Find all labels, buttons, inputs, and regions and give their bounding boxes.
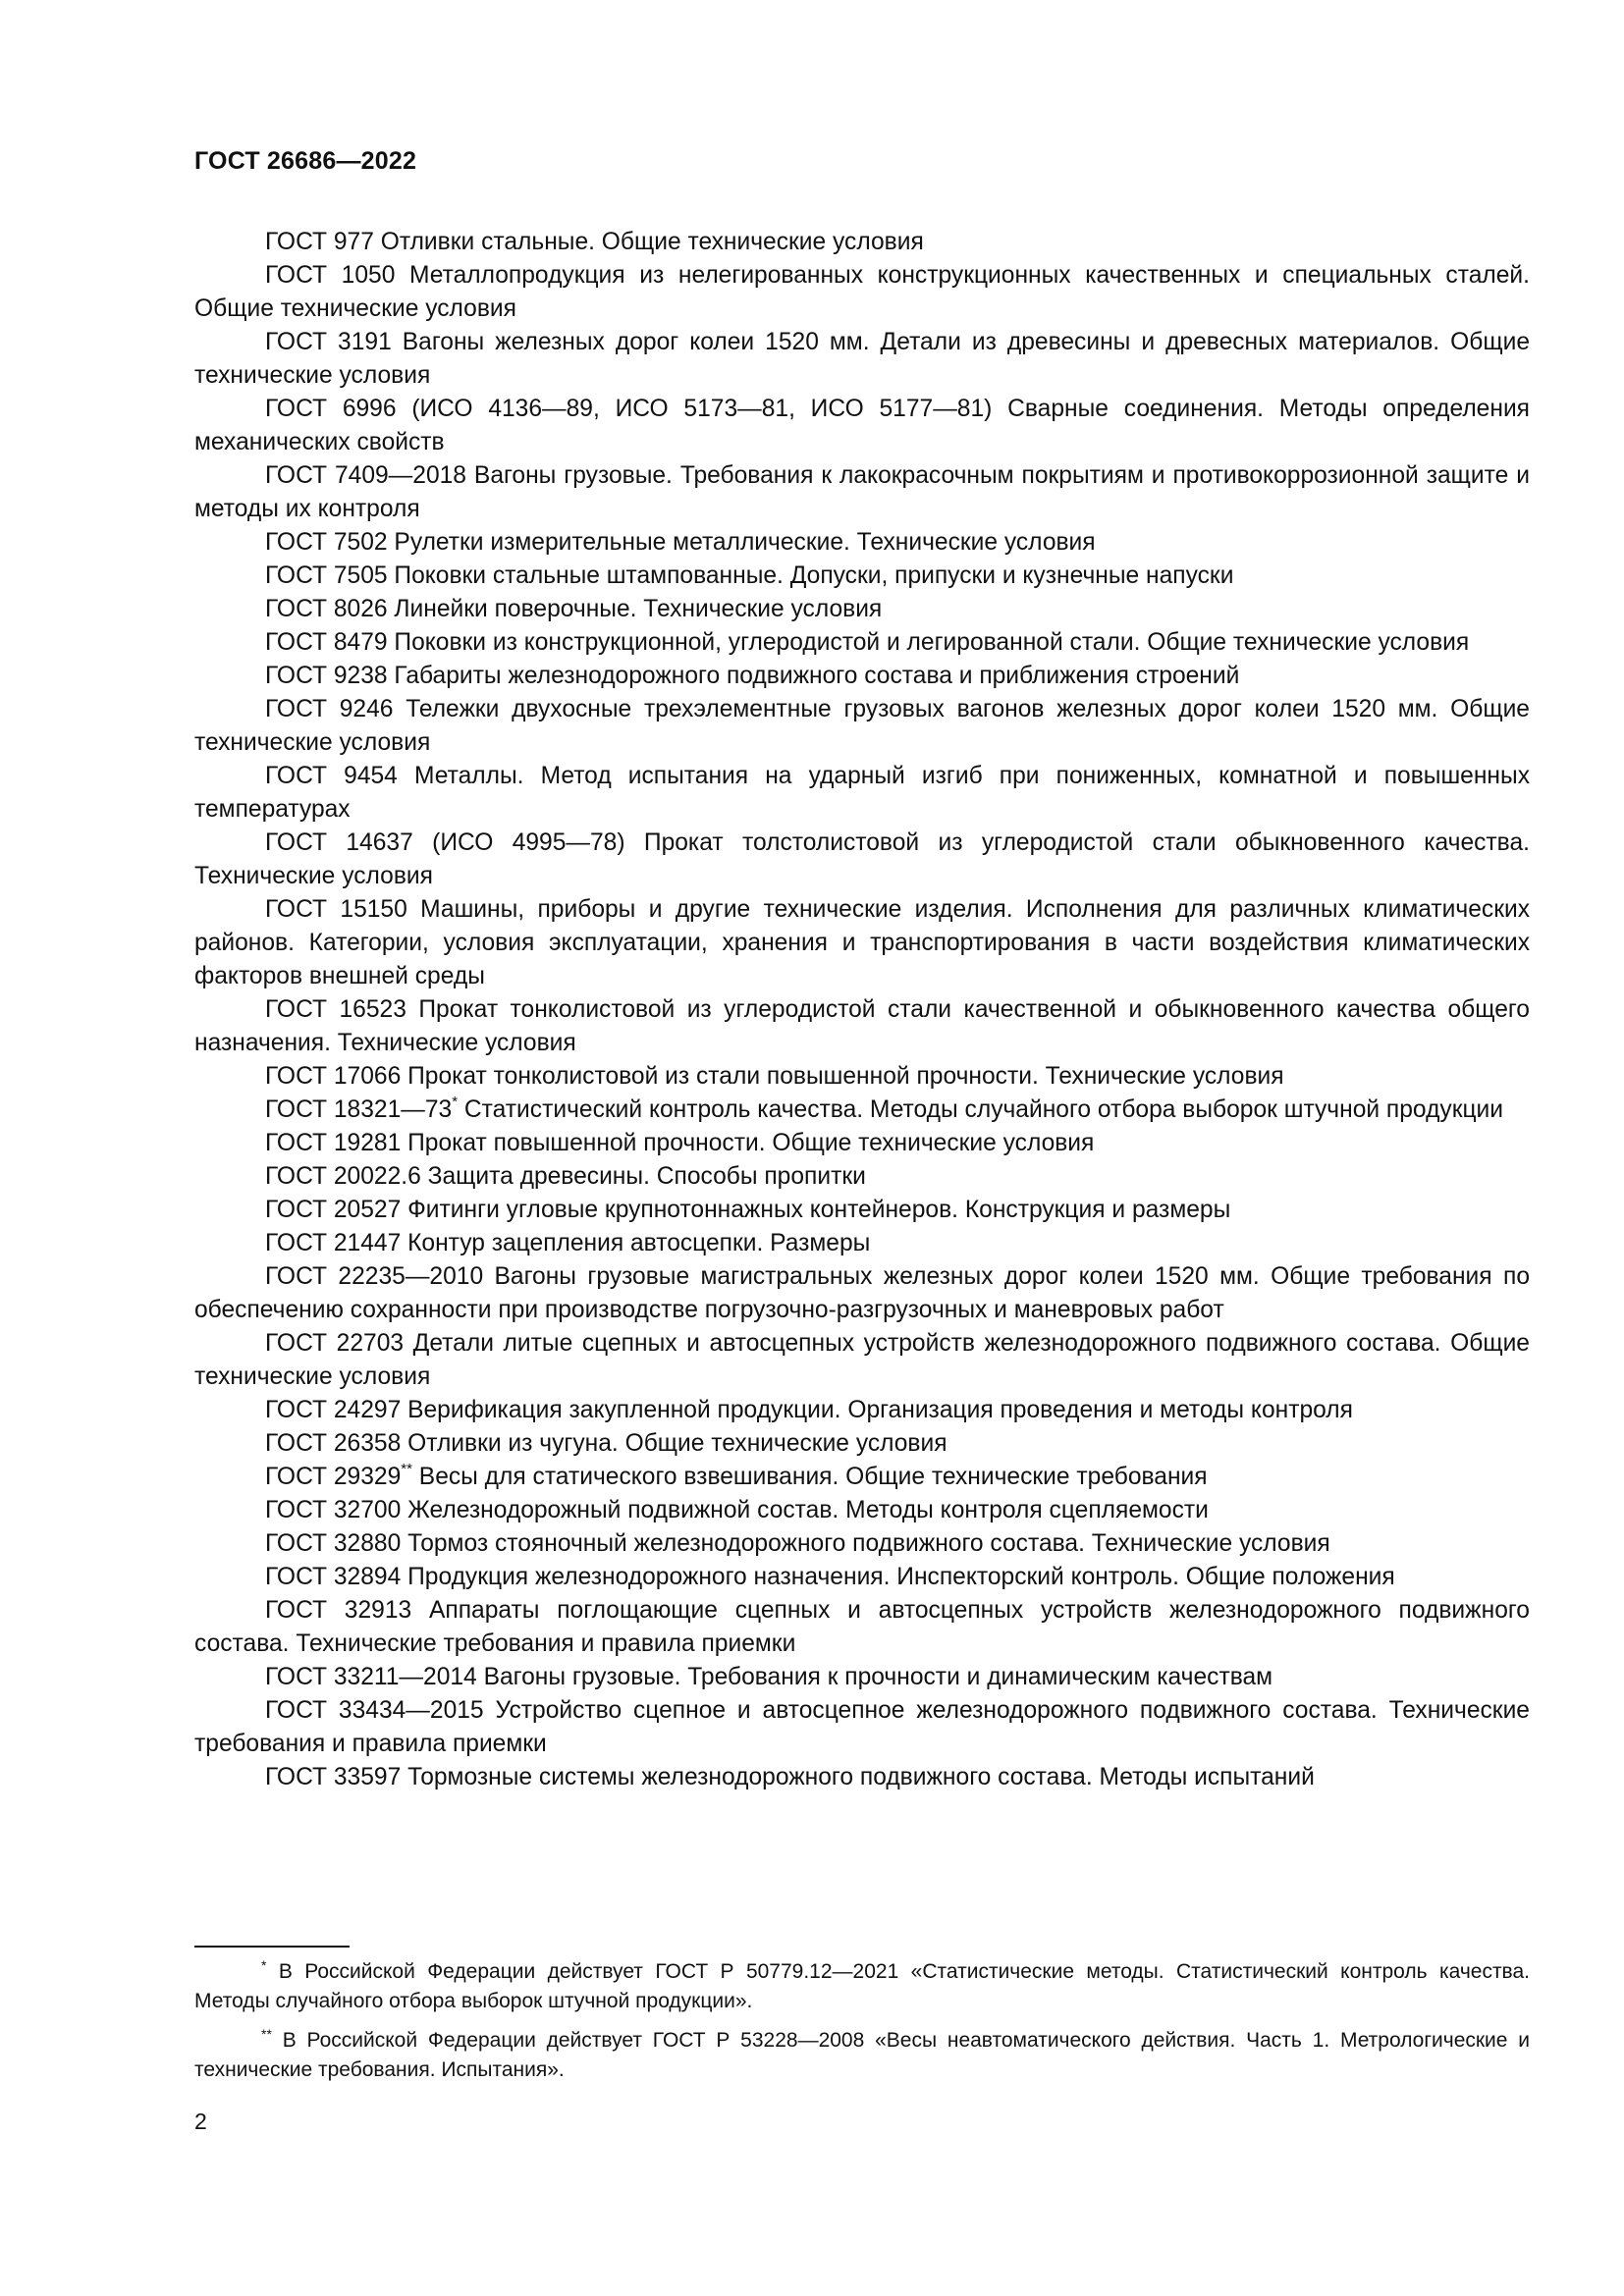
reference-title: Статистический контроль качества. Методы случайного отбора выборок штучной продукции [458,1096,1504,1123]
reference-entry [194,1461,1530,1494]
reference-entry: ГОСТ 32913 Аппараты поглощающие сцепных и автосцепных устройств железнодорожного подвижного состава. Технические требования и правила приемки [194,1597,1530,1657]
reference-code: ГОСТ 18321—73 [265,1096,453,1123]
reference-entry: ГОСТ 9238 Габариты железнодорожного подвижного состава и приближения строений [265,663,1240,689]
running-header: ГОСТ 26686—2022 [194,147,417,175]
reference-entry: ГОСТ 6996 (ИСО 4136—89, ИСО 5173—81, ИСО 5177—81) Сварные соединения. Методы определения механических свойств [194,396,1530,455]
reference-entry: ГОСТ 9454 Металлы. Метод испытания на ударный изгиб при пониженных, комнатной и повышенных температурах [194,763,1530,823]
reference-code: ГОСТ 29329 [265,1464,402,1490]
reference-entry: ГОСТ 33211—2014 Вагоны грузовые. Требования к прочности и динамическим качествам [265,1664,1273,1690]
reference-entry: ГОСТ 9246 Тележки двухосные трехэлементные грузовых вагонов железных дорог колеи 1520 мм. Общие технические условия [194,696,1530,756]
reference-entry: ГОСТ 32894 Продукция железнодорожного назначения. Инспекторский контроль. Общие положения [265,1564,1395,1590]
footnote-marker: ** [261,2026,272,2042]
footnote-separator [194,1946,350,1948]
reference-entry: ГОСТ 7409—2018 Вагоны грузовые. Требования к лакокрасочным покрытиям и противокоррозионной защите и методы их контроля [194,462,1530,522]
reference-entry: ГОСТ 977 Отливки стальные. Общие технические условия [265,229,924,255]
reference-entry [194,1094,1530,1127]
page-number: 2 [194,2109,207,2134]
footnote-text: В Российской Федерации действует ГОСТ Р 53228—2008 «Весы неавтоматического действия. Часть 1. Метрологические и технические требования. Испытания». [194,2029,1530,2081]
reference-entry: ГОСТ 7502 Рулетки измерительные металлические. Технические условия [265,529,1096,556]
footnote [194,2026,1530,2085]
reference-entry: ГОСТ 33434—2015 Устройство сцепное и автосцепное железнодорожного подвижного состава. Технические требования и правила приемки [194,1697,1530,1757]
reference-entry: ГОСТ 24297 Верификация закупленной продукции. Организация проведения и методы контроля [265,1397,1353,1423]
normative-references-list [194,226,1530,1794]
footnote-marker: * [261,1957,267,1973]
reference-entry: ГОСТ 21447 Контур зацепления автосцепки. Размеры [265,1230,871,1256]
reference-entry: ГОСТ 22703 Детали литые сцепных и автосцепных устройств железнодорожного подвижного состава. Общие технические условия [194,1330,1530,1390]
reference-entry: ГОСТ 3191 Вагоны железных дорог колеи 1520 мм. Детали из древесины и древесных материалов. Общие технические условия [194,329,1530,389]
footnote-marker: * [452,1093,459,1110]
footnote-marker: ** [401,1460,412,1477]
reference-entry: ГОСТ 33597 Тормозные системы железнодорожного подвижного состава. Методы испытаний [265,1764,1315,1790]
reference-entry: ГОСТ 16523 Прокат тонколистовой из углеродистой стали качественной и обыкновенного качества общего назначения. Технические условия [194,996,1530,1056]
reference-entry: ГОСТ 26358 Отливки из чугуна. Общие технические условия [265,1430,947,1457]
reference-entry: ГОСТ 1050 Металлопродукция из нелегированных конструкционных качественных и специальных сталей. Общие технические условия [194,262,1530,322]
reference-entry: ГОСТ 32880 Тормоз стояночный железнодорожного подвижного состава. Технические условия [265,1530,1330,1557]
reference-entry: ГОСТ 17066 Прокат тонколистовой из стали повышенной прочности. Технические условия [265,1063,1284,1090]
footnote-text: В Российской Федерации действует ГОСТ Р 50779.12—2021 «Статистические методы. Статистический контроль качества. Методы случайного отбора выборок штучной продукции». [194,1960,1530,2012]
reference-entry: ГОСТ 8479 Поковки из конструкционной, углеродистой и легированной стали. Общие технические условия [265,629,1470,656]
reference-entry: ГОСТ 22235—2010 Вагоны грузовые магистральных железных дорог колеи 1520 мм. Общие требования по обеспечению сохранности при производстве погрузочно-разгрузочных и маневровых работ [194,1263,1530,1323]
reference-entry: ГОСТ 15150 Машины, приборы и другие технические изделия. Исполнения для различных климатических районов. Категории, условия эксплуатации, хранения и транспортирования в части воздействия климатических факторов внешней среды [194,896,1530,989]
reference-entry: ГОСТ 20527 Фитинги угловые крупнотоннажных контейнеров. Конструкция и размеры [265,1197,1231,1223]
footnotes [194,1957,1530,2095]
reference-entry: ГОСТ 19281 Прокат повышенной прочности. Общие технические условия [265,1130,1095,1156]
reference-entry: ГОСТ 20022.6 Защита древесины. Способы пропитки [265,1163,866,1190]
reference-entry: ГОСТ 14637 (ИСО 4995—78) Прокат толстолистовой из углеродистой стали обыкновенного качества. Технические условия [194,829,1530,889]
footnote [194,1957,1530,2016]
reference-entry: ГОСТ 7505 Поковки стальные штампованные. Допуски, припуски и кузнечные напуски [265,562,1234,589]
reference-title: Весы для статического взвешивания. Общие технические требования [411,1464,1208,1490]
reference-entry: ГОСТ 32700 Железнодорожный подвижной состав. Методы контроля сцепляемости [265,1497,1209,1523]
reference-entry: ГОСТ 8026 Линейки поверочные. Технические условия [265,596,883,622]
